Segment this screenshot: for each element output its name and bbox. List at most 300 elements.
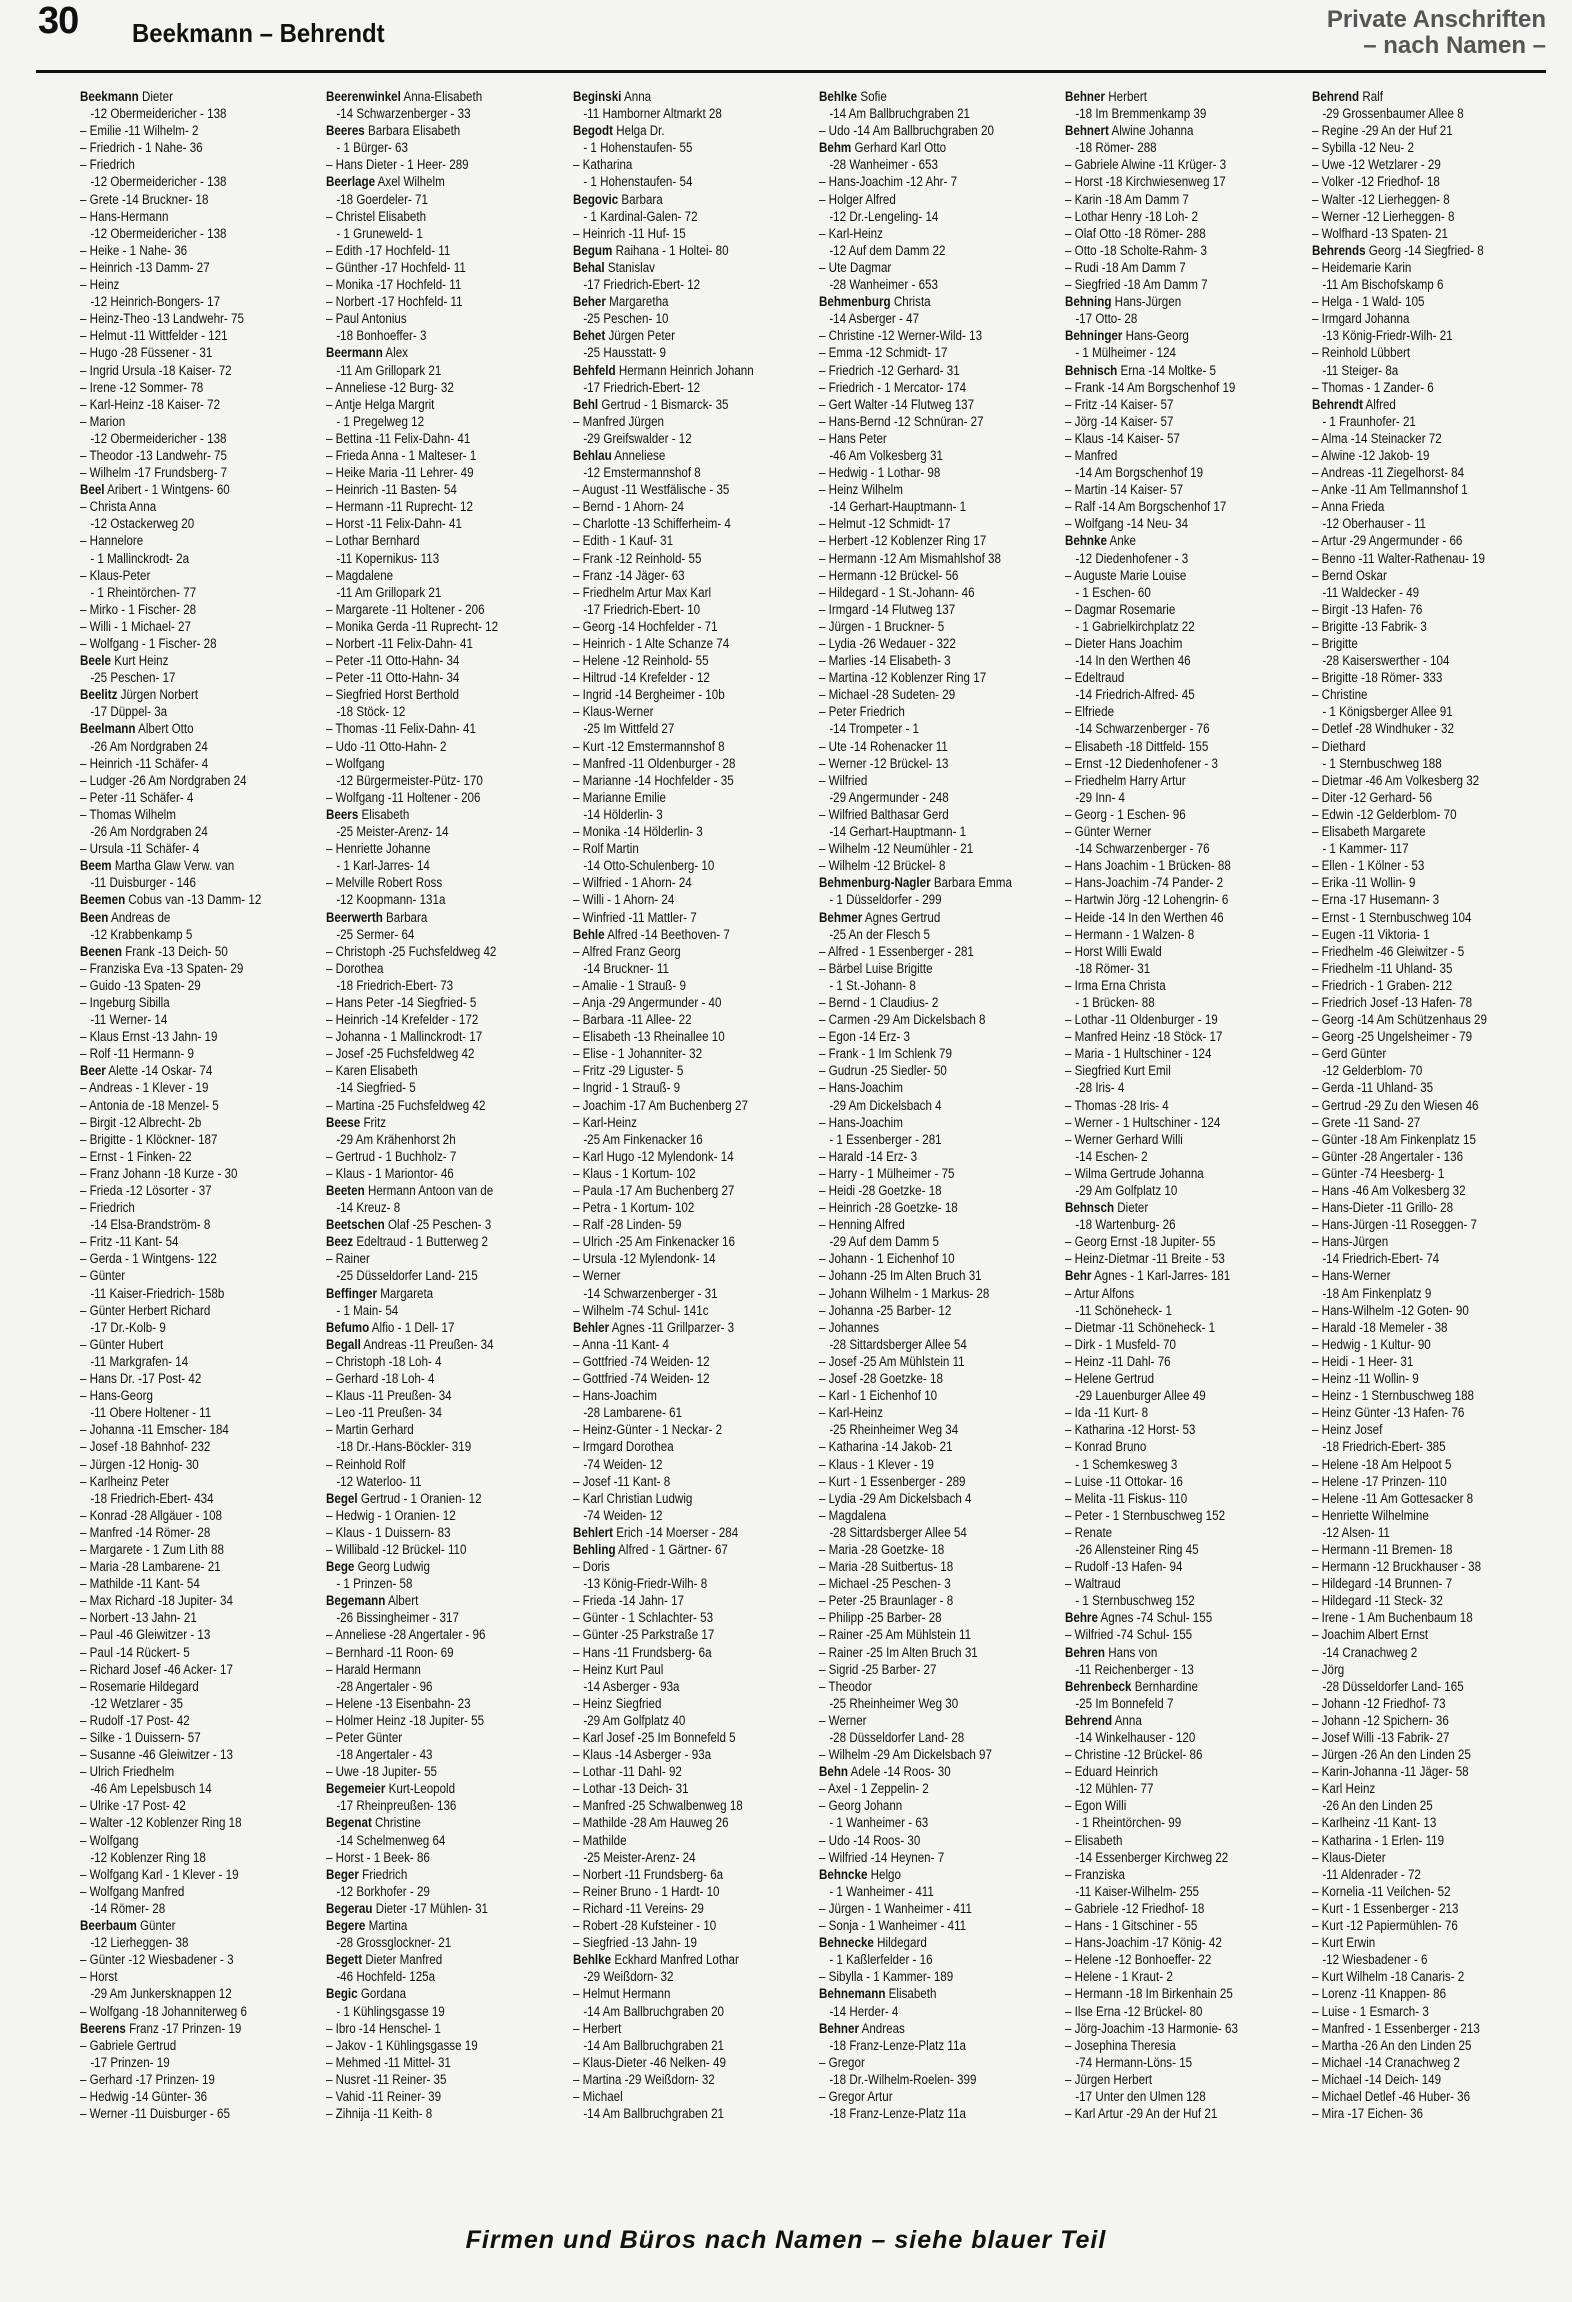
list-item [326, 703, 531, 720]
list-item [819, 806, 1024, 823]
surname: Bege [326, 1559, 355, 1575]
list-item [326, 891, 531, 908]
list-item [819, 1900, 1024, 1917]
list-item [80, 1011, 285, 1028]
surname-entry [819, 139, 1024, 156]
list-item [573, 789, 778, 806]
entry-text: Georg -14 Siegfried- 8 [1368, 242, 1484, 258]
entry-text: – Holger Alfred [818, 191, 896, 207]
list-item [573, 1917, 778, 1934]
list-item [573, 1626, 778, 1643]
list-item [573, 344, 778, 361]
page-header [0, 0, 1572, 88]
entry-text: – Heinz Wilhelm [818, 482, 903, 498]
list-item [819, 1131, 1024, 1148]
entry-text: Stanislav [607, 259, 655, 275]
entry-text: – Carmen -29 Am Dickelsbach 8 [818, 1012, 986, 1028]
list-item [573, 1883, 778, 1900]
entry-text: -17 Otto- 28 [1075, 311, 1138, 327]
entry-text: - 1 St.-Johann- 8 [829, 977, 916, 993]
list-item [80, 1934, 285, 1951]
list-item [1312, 1917, 1517, 1934]
surname: Begall [326, 1336, 362, 1352]
surname-entry [1312, 88, 1517, 105]
entry-text: – Friedrich [80, 1200, 135, 1216]
entry-text: – Artur Alfons [1065, 1285, 1135, 1301]
surname: Beemen [80, 892, 126, 908]
entry-text: Jürgen Norbert [120, 687, 199, 703]
entry-text: -29 Grossenbaumer Allee 8 [1321, 106, 1464, 122]
entry-text: – Irene -12 Sommer- 78 [80, 379, 204, 395]
list-item [573, 1849, 778, 1866]
list-item [326, 1456, 531, 1473]
surname: Behnert [1065, 123, 1110, 139]
entry-text: – Wolfgang Karl - 1 Klever - 19 [80, 1866, 239, 1882]
surname: Behmenburg [818, 294, 891, 310]
entry-text: -29 Angermunder - 248 [829, 789, 949, 805]
entry-text: – Mira -17 Eichen- 36 [1311, 2106, 1423, 2122]
list-item [1312, 1712, 1517, 1729]
list-item [80, 755, 285, 772]
entry-text: – Hildegard -14 Brunnen- 7 [1311, 1576, 1452, 1592]
entry-text: – Elfriede [1065, 704, 1115, 720]
list-item [1312, 498, 1517, 515]
entry-text: – Georg - 1 Eschen- 96 [1065, 806, 1186, 822]
entry-text: – Birgit -13 Hafen- 76 [1311, 601, 1423, 617]
entry-text: – Horst [80, 1969, 118, 1985]
surname: Beeres [326, 123, 366, 139]
entry-text: Kurt Heinz [114, 653, 169, 669]
list-item [1065, 618, 1270, 635]
entry-text: – Ralf -14 Am Borgschenhof 17 [1065, 499, 1227, 515]
list-item [819, 173, 1024, 190]
list-item [80, 515, 285, 532]
entry-text: – Helmut Hermann [572, 1986, 671, 2002]
entry-text: -29 Am Dickelsbach 4 [829, 1097, 942, 1113]
entry-text: Alfred -14 Beethoven- 7 [606, 926, 730, 942]
list-item [80, 635, 285, 652]
entry-text: – Helene -17 Prinzen- 110 [1311, 1473, 1447, 1489]
surname-entry [80, 909, 285, 926]
entry-text: – Ernst - 1 Sternbuschweg 104 [1311, 909, 1472, 925]
list-item [80, 1370, 285, 1387]
entry-text: – Willi - 1 Ahorn- 24 [572, 892, 674, 908]
entry-text: – Manfred - 1 Essenberger - 213 [1311, 2020, 1480, 2036]
entry-text: – Johann -12 Spichern- 36 [1311, 1712, 1449, 1728]
list-item [573, 481, 778, 498]
list-item [80, 139, 285, 156]
list-item [819, 994, 1024, 1011]
surname: Beel [80, 482, 105, 498]
list-item [573, 310, 778, 327]
entry-text: -28 Lambarene- 61 [582, 1405, 682, 1421]
entry-text: – Richard Josef -46 Acker- 17 [80, 1661, 233, 1677]
list-item [326, 139, 531, 156]
entry-text: – Hedwig - 1 Oranien- 12 [326, 1507, 457, 1523]
list-item [326, 1729, 531, 1746]
list-item [819, 1746, 1024, 1763]
list-item [819, 891, 1024, 908]
entry-text: -14 Am Ballbruchgraben 20 [582, 2003, 724, 2019]
list-item [819, 2054, 1024, 2071]
list-item [80, 1866, 285, 1883]
list-item [1312, 1609, 1517, 1626]
list-item [326, 567, 531, 584]
list-item [1312, 601, 1517, 618]
entry-text: – Frieda -14 Jahn- 17 [572, 1593, 684, 1609]
list-item [326, 1695, 531, 1712]
entry-text: – Christel Elisabeth [326, 208, 427, 224]
surname: Behnke [1065, 533, 1108, 549]
surname-entry [573, 259, 778, 276]
entry-text: -25 Im Bonnefeld 7 [1075, 1695, 1174, 1711]
entry-text: -12 Ostackerweg 20 [90, 516, 195, 532]
entry-text: – Michael Detlef -46 Huber- 36 [1311, 2088, 1470, 2104]
list-item [1065, 1028, 1270, 1045]
entry-text: -29 Am Krähenhorst 2h [336, 1131, 457, 1147]
surname-entry [80, 1917, 285, 1934]
entry-text: – Manfred Jürgen [572, 413, 664, 429]
list-item [1065, 276, 1270, 293]
entry-text: -28 Düsseldorfer Land- 28 [829, 1730, 965, 1745]
list-item [326, 652, 531, 669]
list-item [819, 652, 1024, 669]
entry-text: - 1 Kaßlerfelder - 16 [829, 1952, 933, 1968]
list-item [573, 1780, 778, 1797]
entry-text: -18 Friedrich-Ebert- 434 [90, 1490, 214, 1506]
entry-text: – Klaus - 1 Kortum- 102 [572, 1165, 696, 1181]
list-item [573, 173, 778, 190]
entry-text: – Ernst -12 Diedenhofener - 3 [1065, 755, 1219, 771]
list-item [819, 1421, 1024, 1438]
entry-text: – Henriette Johanne [326, 841, 431, 857]
list-item [326, 584, 531, 601]
entry-text: – Leo -11 Preußen- 34 [326, 1405, 443, 1421]
entry-text: – Waltraud [1065, 1576, 1122, 1592]
surname: Beez [326, 1234, 354, 1250]
entry-text: – Werner -11 Duisburger - 65 [80, 2106, 230, 2122]
list-item [819, 789, 1024, 806]
list-item [573, 1165, 778, 1182]
entry-text: – Karl-Heinz [818, 1405, 883, 1421]
entry-text: -12 Koopmann- 131a [336, 892, 446, 908]
list-item [573, 2037, 778, 2054]
entry-text: – Hans Peter [818, 430, 887, 446]
entry-text: -12 Oberhauser - 11 [1321, 516, 1426, 532]
list-item [573, 686, 778, 703]
entry-text: - 1 Hohenstaufen- 55 [582, 140, 693, 156]
entry-text: – Melville Robert Ross [326, 875, 443, 891]
entry-text: – Elisabeth Margarete [1311, 824, 1426, 840]
entry-text: – Hermann -12 Brückel- 56 [818, 567, 959, 583]
entry-text: – Gerhard -18 Loh- 4 [326, 1371, 435, 1387]
entry-text: – Karl-Heinz [572, 1114, 637, 1130]
entry-text: – Willibald -12 Brückel- 110 [326, 1541, 467, 1557]
entry-text: – Hans -46 Am Volkesberg 32 [1311, 1183, 1466, 1198]
entry-text: – Margarete - 1 Zum Lith 88 [80, 1541, 224, 1557]
entry-text: Alfred [1365, 396, 1396, 412]
entry-text: -12 Krabbenkamp 5 [90, 926, 193, 942]
list-item [573, 1199, 778, 1216]
list-item [80, 1199, 285, 1216]
list-item [80, 379, 285, 396]
entry-text: – Heike Maria -11 Lehrer- 49 [326, 465, 474, 481]
list-item [80, 1438, 285, 1455]
entry-text: – Werner - 1 Hultschiner - 124 [1065, 1114, 1221, 1130]
entry-text: Alfred - 1 Gärtner- 67 [617, 1541, 728, 1557]
entry-text: -12 Wetzlarer - 35 [90, 1695, 184, 1711]
entry-text: -17 Prinzen- 19 [90, 2054, 170, 2070]
list-item [326, 1763, 531, 1780]
entry-text: – Ingrid -14 Bergheimer - 10b [572, 687, 725, 703]
surname-entry [80, 686, 285, 703]
entry-text: - 1 Schemkesweg 3 [1075, 1456, 1178, 1472]
entry-text: – Irmgard -14 Flutweg 137 [818, 601, 956, 617]
list-item [573, 1250, 778, 1267]
entry-text: -11 Duisburger - 146 [90, 875, 196, 891]
list-item [573, 669, 778, 686]
entry-text: Barbara [386, 909, 428, 925]
entry-text: – Katharina -14 Jakob- 21 [818, 1439, 953, 1455]
list-item [1065, 2054, 1270, 2071]
entry-text: – Bettina -11 Felix-Dahn- 41 [326, 430, 471, 446]
entry-text: – Uwe -12 Wetzlarer - 29 [1311, 157, 1441, 173]
entry-text: – Katharina [572, 157, 633, 173]
entry-text: – Ingrid - 1 Strauß- 9 [572, 1080, 680, 1096]
surname: Beger [326, 1866, 360, 1882]
surname: Behre [1065, 1610, 1099, 1626]
entry-text: Anna-Elisabeth [403, 89, 483, 104]
list-item [80, 1353, 285, 1370]
list-item [819, 1592, 1024, 1609]
entry-text: – Irmgard Johanna [1311, 311, 1410, 327]
list-item [80, 276, 285, 293]
entry-text: -14 Hölderlin- 3 [582, 806, 663, 822]
list-item [1065, 1473, 1270, 1490]
entry-text: – Ilse Erna -12 Brückel- 80 [1065, 2003, 1203, 2019]
entry-text: – Irmgard Dorothea [572, 1439, 674, 1455]
entry-text: – Grete -11 Sand- 27 [1311, 1114, 1420, 1130]
entry-text: Herbert [1108, 89, 1148, 104]
list-item [80, 1661, 285, 1678]
entry-text: – Gabriele Alwine -11 Krüger- 3 [1065, 157, 1227, 173]
entry-text: – Brigitte -13 Fabrik- 3 [1311, 618, 1427, 634]
list-item [80, 1421, 285, 1438]
list-item [819, 1028, 1024, 1045]
entry-text: – Jörg-Joachim -13 Harmonie- 63 [1065, 2020, 1239, 2036]
list-item [1065, 1780, 1270, 1797]
surname-entry [1065, 1678, 1270, 1695]
list-item [573, 1729, 778, 1746]
list-item [1312, 293, 1517, 310]
list-item [1312, 772, 1517, 789]
list-item [1312, 208, 1517, 225]
list-item [326, 635, 531, 652]
list-item [80, 498, 285, 515]
entry-text: – Heinrich -11 Huf- 15 [572, 225, 686, 241]
list-item [326, 977, 531, 994]
list-item [1065, 396, 1270, 413]
list-item [1312, 1729, 1517, 1746]
entry-text: - 1 Essenberger - 281 [829, 1131, 942, 1147]
list-item [819, 379, 1024, 396]
entry-text: – Hans-Joachim [572, 1388, 657, 1404]
surname: Beelmann [80, 721, 136, 737]
entry-text: – Walter -12 Koblenzer Ring 18 [80, 1815, 242, 1831]
list-item [1312, 738, 1517, 755]
entry-text: – Heinz Günter -13 Hafen- 76 [1311, 1405, 1464, 1421]
list-item [80, 618, 285, 635]
entry-text: -25 Hausstatt- 9 [582, 345, 666, 361]
entry-text: -18 Dr.-Wilhelm-Roelen- 399 [829, 2071, 977, 2087]
entry-text: – Lorenz -11 Knappen- 86 [1311, 1986, 1446, 2002]
list-item [1312, 344, 1517, 361]
list-item [326, 1797, 531, 1814]
entry-text: – Wilhelm -29 Am Dickelsbach 97 [818, 1747, 992, 1763]
list-item [819, 208, 1024, 225]
entry-text: – Horst - 1 Beek- 86 [326, 1849, 431, 1865]
entry-text: – Reiner Bruno - 1 Hardt- 10 [572, 1883, 720, 1899]
list-item [1065, 1934, 1270, 1951]
entry-text: – Diter -12 Gerhard- 56 [1311, 789, 1432, 805]
entry-text: – Maria -28 Lambarene- 21 [80, 1559, 221, 1575]
entry-text: – Frank - 1 Im Schlenk 79 [818, 1046, 952, 1062]
list-item [819, 1644, 1024, 1661]
entry-text: – Josef -18 Bahnhof- 232 [80, 1439, 211, 1455]
list-item [326, 1199, 531, 1216]
list-item [1312, 310, 1517, 327]
list-item [1312, 1814, 1517, 1831]
list-item [819, 1250, 1024, 1267]
entry-text: - 1 Düsseldorfer - 299 [829, 892, 942, 908]
surname-entry [573, 293, 778, 310]
entry-text: Hermann Heinrich Johann [618, 362, 754, 378]
entry-text: – Thomas -11 Felix-Dahn- 41 [326, 721, 477, 737]
list-item [1065, 447, 1270, 464]
surname-entry [1065, 1199, 1270, 1216]
list-item [1312, 1148, 1517, 1165]
entry-text: – Helene -18 Am Helpoot 5 [1311, 1456, 1452, 1472]
entry-text: – Günther -17 Hochfeld- 11 [326, 259, 467, 275]
list-item [573, 1336, 778, 1353]
entry-text: – Jürgen -26 An den Linden 25 [1311, 1747, 1471, 1763]
entry-text: – Henning Alfred [818, 1217, 905, 1233]
surname-entry [326, 1319, 531, 1336]
entry-text: – Klaus-Werner [572, 704, 654, 720]
list-item [80, 447, 285, 464]
entry-text: – Hans Dieter - 1 Heer- 289 [326, 157, 469, 173]
list-item [1065, 2105, 1270, 2122]
list-item [1312, 379, 1517, 396]
list-item [819, 310, 1024, 327]
entry-text: -18 Franz-Lenze-Platz 11a [829, 2106, 966, 2122]
list-item [1312, 1780, 1517, 1797]
section-subtitle: – nach Namen – [1363, 32, 1546, 59]
entry-text: -17 Unter den Ulmen 128 [1075, 2088, 1207, 2104]
entry-text: – Rosemarie Hildegard [80, 1678, 199, 1694]
list-item [819, 567, 1024, 584]
entry-text: -14 Winkelhauser - 120 [1075, 1730, 1196, 1745]
list-item [1065, 430, 1270, 447]
entry-text: – Ida -11 Kurt- 8 [1065, 1405, 1149, 1421]
entry-text: -12 Obermeidericher - 138 [90, 225, 227, 241]
list-item [80, 396, 285, 413]
list-item [326, 789, 531, 806]
entry-text: - 1 Wanheimer - 63 [829, 1815, 929, 1831]
list-item [1312, 225, 1517, 242]
list-item [326, 1267, 531, 1284]
directory-column [573, 88, 811, 2208]
entry-text: – Kurt -12 Papiermühlen- 76 [1311, 1918, 1458, 1934]
entry-text: – Martha -26 An den Linden 25 [1311, 2037, 1472, 2053]
list-item [1065, 652, 1270, 669]
entry-text: Cobus van -13 Damm- 12 [128, 892, 262, 908]
entry-text: - 1 Wanheimer - 411 [829, 1883, 934, 1899]
surname-entry [326, 1490, 531, 1507]
list-item [573, 1370, 778, 1387]
entry-text: – Joachim Albert Ernst [1311, 1627, 1428, 1643]
entry-text: – Vahid -11 Reiner- 39 [326, 2088, 442, 2104]
entry-text: – Peter -25 Braunlager - 8 [818, 1593, 954, 1609]
entry-text: - 1 Kardinal-Galen- 72 [582, 208, 698, 224]
entry-text: -18 Stöck- 12 [336, 704, 406, 720]
entry-text: – Josephina Theresia [1065, 2037, 1177, 2053]
list-item [80, 1165, 285, 1182]
list-item [573, 498, 778, 515]
surname: Been [80, 909, 109, 925]
list-item [326, 156, 531, 173]
list-item [326, 396, 531, 413]
entry-text: Christa [893, 294, 931, 310]
entry-text: – Amalie - 1 Strauß- 9 [572, 977, 686, 993]
entry-text: – Irene - 1 Am Buchenbaum 18 [1311, 1610, 1473, 1626]
list-item [326, 1148, 531, 1165]
entry-text: -12 Waterloo- 11 [336, 1473, 422, 1489]
entry-text: – Harald Hermann [326, 1661, 422, 1677]
surname-entry [326, 1182, 531, 1199]
surname: Begett [326, 1952, 363, 1968]
list-item [1312, 1233, 1517, 1250]
surname-entry [819, 293, 1024, 310]
entry-text: -14 Trompeter - 1 [829, 721, 919, 737]
list-item [819, 1079, 1024, 1096]
entry-text: – Friedhelm Harry Artur [1065, 772, 1186, 788]
list-item [1312, 259, 1517, 276]
entry-text: – Kurt -12 Emstermannshof 8 [572, 738, 725, 754]
entry-text: – Alfred Franz Georg [572, 943, 681, 959]
entry-text: – Hedwig -14 Günter- 36 [80, 2088, 208, 2104]
list-item [573, 1114, 778, 1131]
entry-text: – Klaus -14 Kaiser- 57 [1065, 430, 1181, 446]
list-item [1065, 208, 1270, 225]
list-item [819, 481, 1024, 498]
entry-text: -14 Friedrich-Ebert- 74 [1321, 1251, 1439, 1267]
list-item [819, 464, 1024, 481]
entry-text: – Hans-Dieter -11 Grillo- 28 [1311, 1200, 1453, 1216]
list-item [819, 1353, 1024, 1370]
list-item [1312, 1592, 1517, 1609]
list-item [80, 464, 285, 481]
entry-text: – Frieda -12 Lösorter - 37 [80, 1183, 212, 1198]
entry-text: -18 Römer- 288 [1075, 140, 1157, 156]
entry-text: – Klaus - 1 Mariontor- 46 [326, 1165, 455, 1181]
surname: Begemann [326, 1593, 386, 1609]
entry-text: – Hans-Joachim -74 Pander- 2 [1065, 875, 1224, 891]
list-item [819, 601, 1024, 618]
list-item [326, 464, 531, 481]
entry-text: – Margarete -11 Holtener - 206 [326, 601, 485, 617]
surname: Beekmann [80, 89, 139, 104]
